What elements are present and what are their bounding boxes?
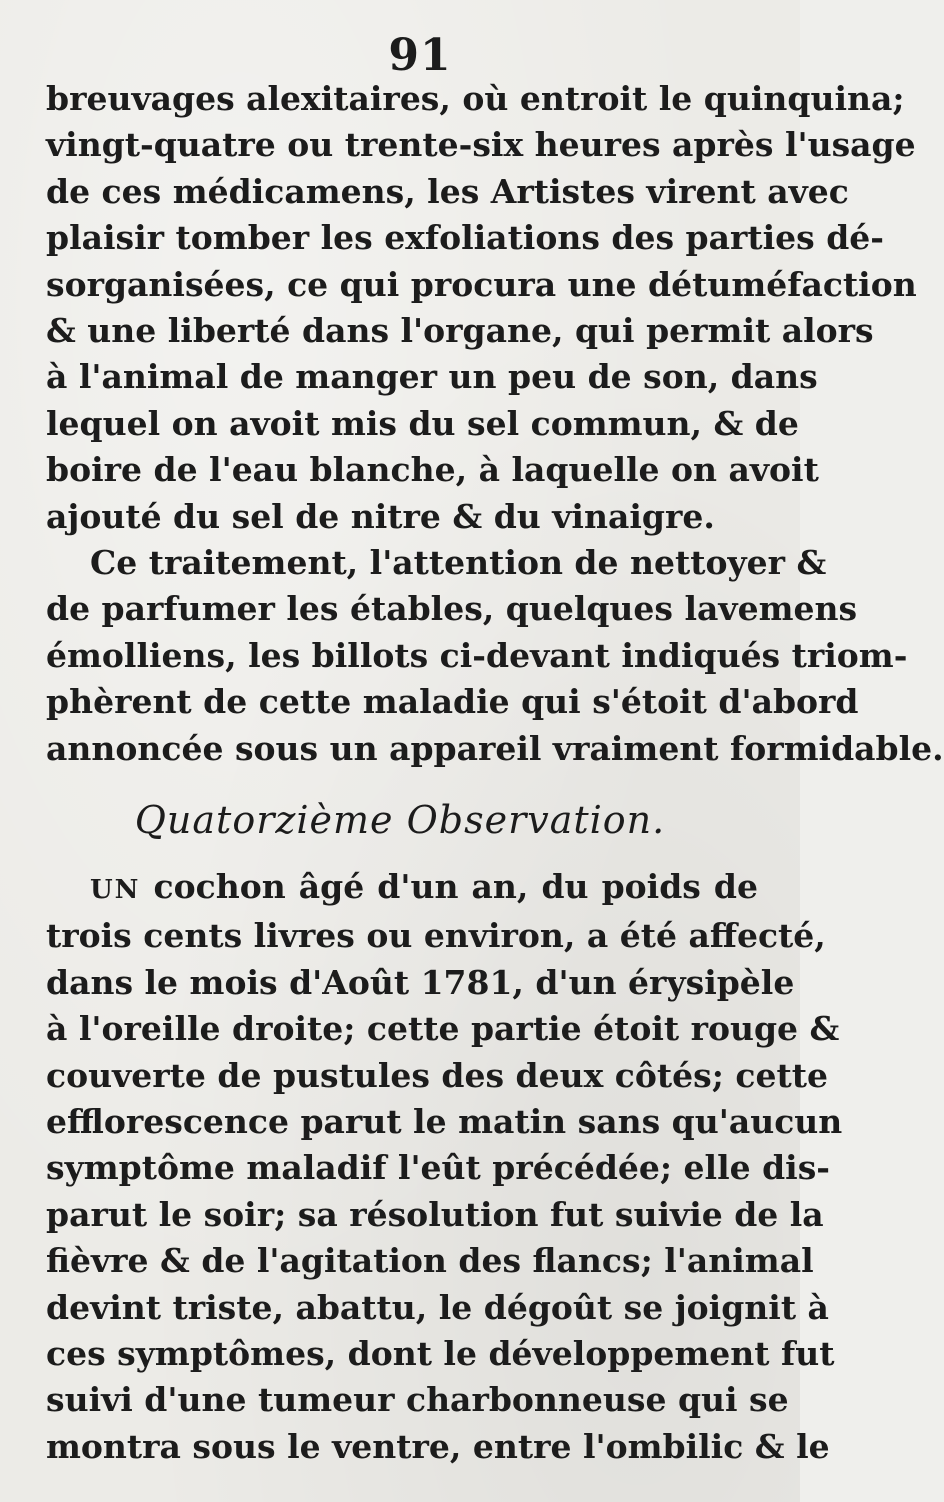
text-line: de ces médicamens, les Artistes virent avec <box>46 171 849 211</box>
section-heading: Quatorzième Observation. <box>134 798 666 842</box>
text-line: plaisir tomber les exfoliations des parties dé- <box>46 218 885 258</box>
text-line: suivi d'une tumeur charbonneuse qui se <box>46 1380 789 1420</box>
text-line: Ce traitement, l'attention de nettoyer & <box>90 543 827 582</box>
text-line: ajouté du sel de nitre & du vinaigre. <box>46 496 715 536</box>
paragraph-observation <box>46 864 843 1470</box>
first-text-line <box>46 864 758 913</box>
text-line: annoncée sous un appareil vraiment formidable. <box>46 728 944 768</box>
text-line: couverte de pustules des deux côtés; cette <box>46 1055 828 1095</box>
text-line: boire de l'eau blanche, à laquelle on avoit <box>46 450 819 490</box>
text-line: & une liberté dans l'organe, qui permit alors <box>46 311 874 351</box>
text-line: trois cents livres ou environ, a été affecté, <box>46 916 826 956</box>
page-number: 91 <box>388 30 452 81</box>
text-line: fièvre & de l'agitation des flancs; l'animal <box>46 1241 814 1281</box>
text-line: montra sous le ventre, entre l'ombilic & le <box>46 1426 830 1466</box>
text-line: à l'animal de manger un peu de son, dans <box>46 357 818 397</box>
text-line: de parfumer les étables, quelques lavemens <box>46 589 858 629</box>
paragraph-continuation <box>46 76 917 540</box>
text-line: dans le mois d'Août 1781, d'un érysipèle <box>46 962 795 1002</box>
text-line: ces symptômes, dont le développement fut <box>46 1334 835 1374</box>
text-line: lequel on avoit mis du sel commun, & de <box>46 403 799 443</box>
paragraph-treatment <box>46 540 944 772</box>
text-line: efflorescence parut le matin sans qu'aucun <box>46 1102 843 1142</box>
text-line: breuvages alexitaires, où entroit le quinquina; <box>46 79 905 118</box>
text-line: phèrent de cette maladie qui s'étoit d'abord <box>46 682 859 722</box>
text-line: sorganisées, ce qui procura une détuméfaction <box>46 264 917 304</box>
text-line: émolliens, les billots ci-devant indiqués triom- <box>46 635 908 675</box>
text-line: vingt-quatre ou trente-six heures après l'usage <box>46 125 916 165</box>
text-line: devint triste, abattu, le dégoût se joignit à <box>46 1287 829 1327</box>
text-line: symptôme maladif l'eût précédée; elle dis- <box>46 1148 830 1188</box>
drop-cap: UN <box>90 875 141 905</box>
first-line-text: cochon âgé d'un an, du poids de <box>153 867 759 906</box>
text-line: parut le soir; sa résolution fut suivie de la <box>46 1194 824 1234</box>
text-line: à l'oreille droite; cette partie étoit rouge & <box>46 1009 840 1049</box>
